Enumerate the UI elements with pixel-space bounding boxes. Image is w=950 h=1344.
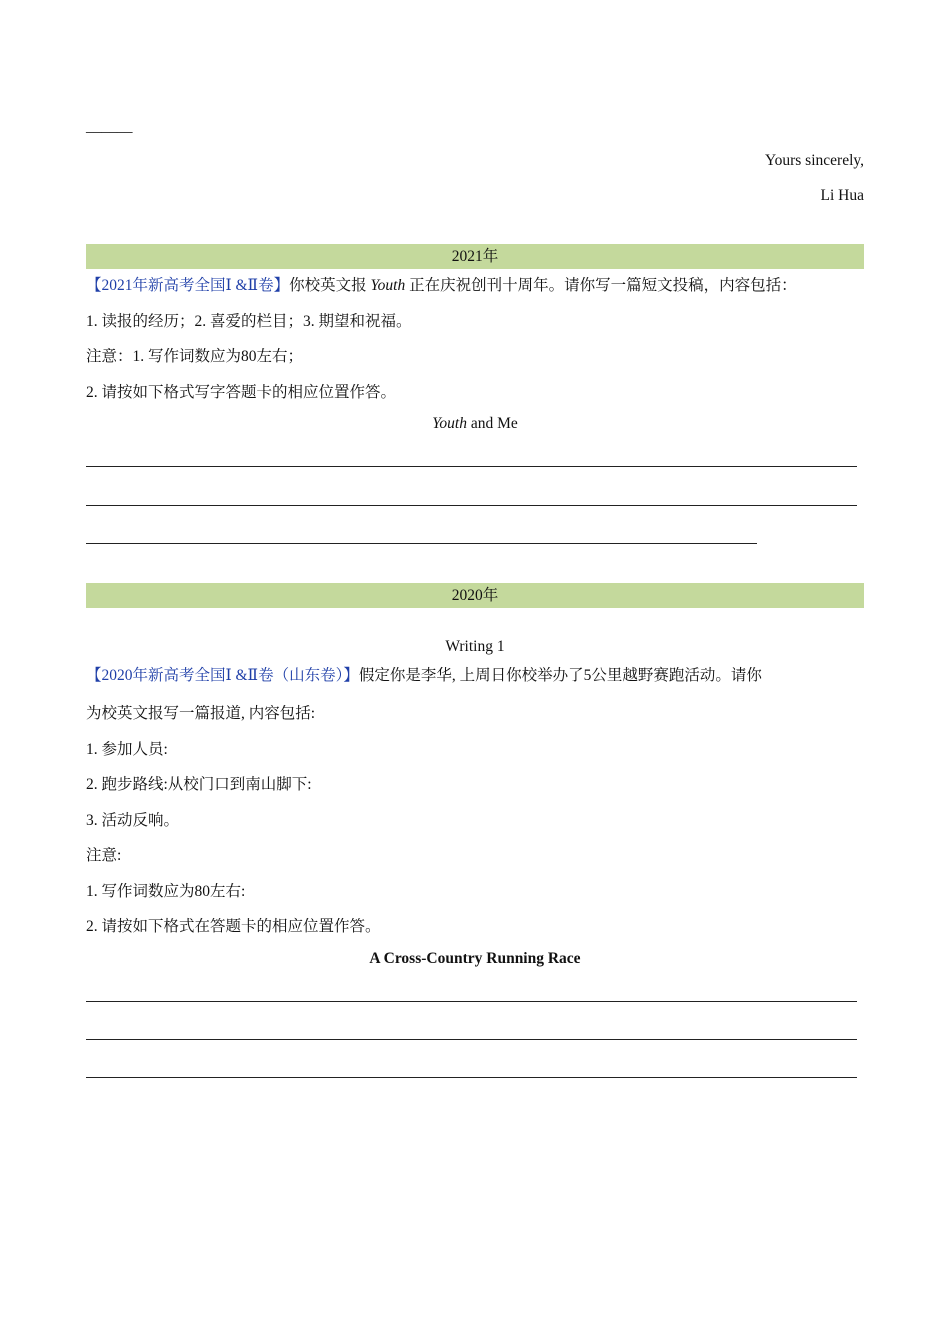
answer-dash: ______: [86, 118, 133, 135]
letter-signature: Li Hua: [820, 187, 864, 204]
letter-closing: Yours sincerely,: [764, 152, 864, 169]
answer-line: [86, 1077, 857, 1078]
prompt-2020-b: 为校英文报写一篇报道, 内容包括:: [86, 705, 316, 722]
prompt-2020-a: 假定你是李华, 上周日你校举办了5公里越野赛跑活动。请你: [358, 667, 762, 684]
prompt-2021: [86, 273, 797, 295]
essay-title-2021: [86, 415, 864, 433]
content-item-2: 2. 跑步路线:从校门口到南山脚下:: [86, 776, 312, 793]
answer-line: [86, 543, 757, 544]
prompt-2021-a: 你校英文报: [289, 277, 367, 294]
prompt-2021-b: 正在庆祝创刊十周年。请你写一篇短文投稿，内容包括：: [409, 277, 797, 294]
prompt-2020: [86, 663, 762, 685]
content-item-3: 3. 活动反响。: [86, 812, 180, 829]
note-label-2020: 注意:: [86, 847, 122, 864]
note-2-2020: 2. 请按如下格式在答题卡的相应位置作答。: [86, 918, 381, 935]
note-1-2020: 1. 写作词数应为80左右:: [86, 883, 246, 900]
year-band-2020: 2020年: [86, 583, 864, 608]
content-item-1: 1. 参加人员:: [86, 741, 168, 758]
content-list-2021: 1. 读报的经历；2. 喜爱的栏目；3. 期望和祝福。: [86, 313, 412, 330]
source-2021: 【2021年新高考全国Ⅰ &Ⅱ卷】: [86, 277, 290, 294]
prompt-2021-italic: Youth: [370, 277, 406, 294]
answer-line: [86, 466, 857, 467]
answer-line: [86, 1039, 857, 1040]
writing-heading: Writing 1: [445, 638, 505, 655]
answer-line: [86, 1001, 857, 1002]
essay-title-italic: Youth: [432, 415, 467, 432]
year-band-2021: 2021年: [86, 244, 864, 269]
essay-title-rest: and Me: [466, 415, 518, 432]
essay-title-2020: A Cross-Country Running Race: [369, 950, 581, 967]
answer-line: [86, 505, 857, 506]
note-2021: 注意：1. 写作词数应为80左右；: [86, 348, 304, 365]
format-note-2021: 2. 请按如下格式写字答题卡的相应位置作答。: [86, 384, 397, 401]
source-2020: 【2020年新高考全国Ⅰ &Ⅱ卷（山东卷）】: [86, 667, 359, 684]
